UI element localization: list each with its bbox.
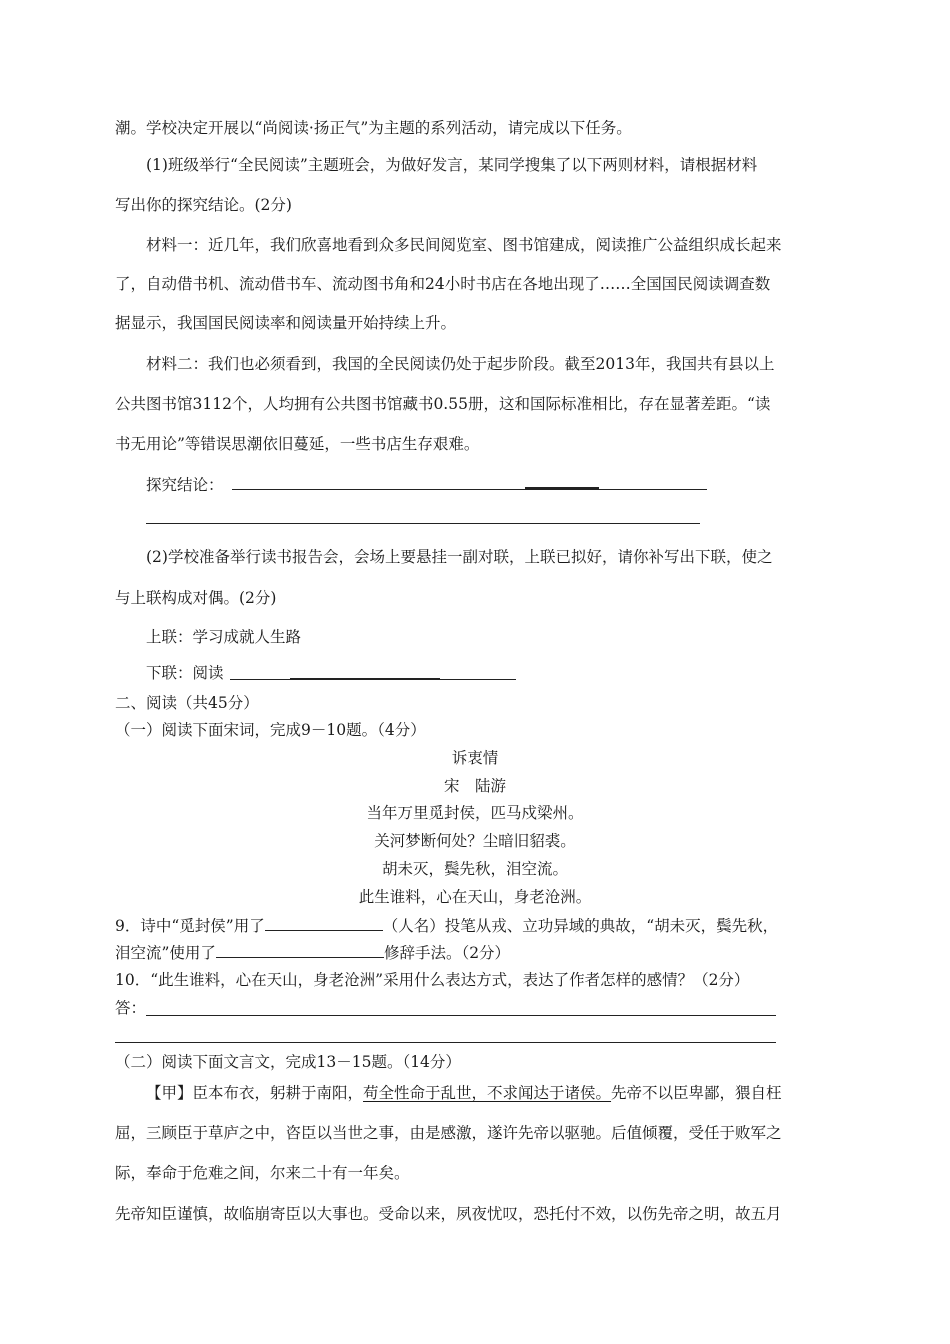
couplet-lower-label: 下联：阅读 bbox=[146, 664, 224, 682]
material-1-line: 了，自动借书机、流动借书车、流动图书角和24小时书店在各地出现了……全国国民阅读调查数 bbox=[115, 275, 771, 293]
question-2-prompt: (2)学校准备举行读书报告会，会场上要悬挂一副对联，上联已拟好，请你补写出下联，使之 bbox=[146, 548, 773, 566]
section-2-heading: 二、阅读（共45分） bbox=[115, 694, 259, 712]
question-2-prompt-cont: 与上联构成对偶。(2分) bbox=[115, 589, 277, 607]
classical-text-line: 屈，三顾臣于草庐之中，咨臣以当世之事，由是感激，遂许先帝以驱驰。后值倾覆，受任于败军之 bbox=[115, 1124, 782, 1142]
couplet-upper: 上联：学习成就人生路 bbox=[146, 628, 302, 646]
underlined-sentence: 苟全性命于乱世，不求闻达于诸侯。 bbox=[363, 1084, 612, 1102]
material-1-line: 材料一：近几年，我们欣喜地看到众多民间阅览室、图书馆建成，阅读推广公益组织成长起来 bbox=[146, 236, 782, 254]
question-9-text: 修辞手法。（2分） bbox=[383, 944, 511, 962]
question-10-answer-line-2[interactable] bbox=[115, 1042, 776, 1043]
question-9-line-2 bbox=[115, 941, 510, 964]
conclusion-answer-line-2[interactable] bbox=[146, 523, 700, 524]
material-1-line: 据显示，我国国民阅读率和阅读量开始持续上升。 bbox=[115, 314, 457, 332]
classical-text-line: 先帝知臣谨慎，故临崩寄臣以大事也。受命以来，夙夜忧叹，恐托付不效，以伤先帝之明，故五月 bbox=[115, 1205, 782, 1223]
passage-jia-tag: 【甲】 bbox=[146, 1084, 193, 1102]
classical-text: 臣本布衣，躬耕于南阳， bbox=[192, 1084, 364, 1102]
poem-line: 当年万里觅封侯，匹马戍梁州。 bbox=[366, 804, 584, 822]
material-2-line: 公共图书馆3112个，人均拥有公共图书馆藏书0.55册，这和国际标准相比，存在显著差距。“读 bbox=[115, 395, 771, 413]
classical-text-line: 际，奉命于危难之间，尔来二十有一年矣。 bbox=[115, 1164, 410, 1182]
question-9-blank-name[interactable] bbox=[265, 914, 383, 931]
conclusion-label: 探究结论： bbox=[146, 476, 224, 494]
question-9-text: 泪空流”使用了 bbox=[115, 944, 216, 962]
poem-line: 此生谁料，心在天山，身老沧洲。 bbox=[358, 888, 592, 906]
classical-text-line bbox=[146, 1082, 782, 1104]
question-1-prompt-cont: 写出你的探究结论。(2分) bbox=[115, 196, 292, 214]
conclusion-answer-line-1[interactable] bbox=[232, 489, 707, 490]
question-10-answer-line-1[interactable] bbox=[146, 1015, 776, 1016]
poem-author: 宋 陆游 bbox=[443, 777, 506, 795]
question-9-line-1 bbox=[115, 914, 778, 937]
question-1-prompt: (1)班级举行“全民阅读”主题班会，为做好发言，某同学搜集了以下两则材料，请根据材料 bbox=[146, 156, 758, 174]
couplet-lower-answer-mark bbox=[290, 678, 440, 680]
poem-line: 关河梦断何处？尘暗旧貂裘。 bbox=[374, 832, 576, 850]
question-10-prompt: 10．“此生谁料，心在天山，身老沧洲”采用什么表达方式，表达了作者怎样的感情？（2分） bbox=[115, 971, 750, 989]
text-line: 潮。学校决定开展以“尚阅读·扬正气”为主题的系列活动，请完成以下任务。 bbox=[115, 119, 632, 137]
classical-text: 先帝不以臣卑鄙，猥自枉 bbox=[611, 1084, 782, 1102]
question-9-text: （人名）投笔从戎、立功异域的典故，“胡未灭，鬓先秋， bbox=[382, 917, 779, 935]
material-2-line: 材料二：我们也必须看到，我国的全民阅读仍处于起步阶段。截至2013年，我国共有县以上 bbox=[146, 355, 775, 373]
section-2-part-2-heading: （二）阅读下面文言文，完成13－15题。（14分） bbox=[115, 1053, 461, 1071]
section-2-part-1-heading: （一）阅读下面宋词，完成9－10题。（4分） bbox=[115, 721, 426, 739]
poem-title: 诉衷情 bbox=[451, 749, 499, 767]
question-9-text: 9．诗中“觅封侯”用了 bbox=[115, 917, 265, 935]
conclusion-answer-mark bbox=[525, 487, 599, 489]
question-9-blank-rhetoric[interactable] bbox=[216, 941, 384, 958]
poem-line: 胡未灭，鬓先秋，泪空流。 bbox=[381, 860, 568, 878]
material-2-line: 书无用论”等错误思潮依旧蔓延，一些书店生存艰难。 bbox=[115, 435, 480, 453]
answer-label: 答： bbox=[115, 999, 147, 1017]
